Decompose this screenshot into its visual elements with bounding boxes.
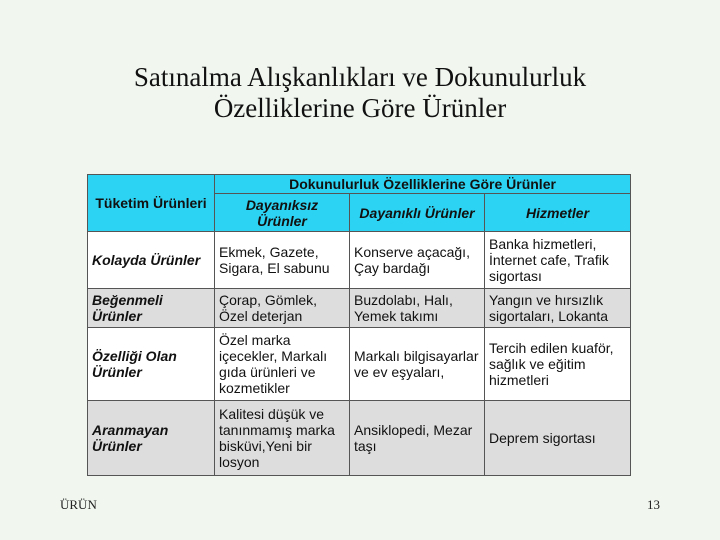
table-cell: Deprem sigortası bbox=[485, 400, 631, 475]
page-number: 13 bbox=[647, 497, 660, 512]
column-header: Dayanıklı Ürünler bbox=[350, 194, 485, 232]
table-cell: Ekmek, Gazete, Sigara, El sabunu bbox=[215, 231, 350, 288]
row-header: Aranmayan Ürünler bbox=[88, 400, 215, 475]
table-row bbox=[88, 288, 631, 327]
table-group-header: Dokunulurluk Özelliklerine Göre Ürünler bbox=[215, 175, 631, 194]
column-header: Dayanıksız Ürünler bbox=[215, 194, 350, 232]
table-row bbox=[88, 400, 631, 475]
slide-title-line-2: Özelliklerine Göre Ürünler bbox=[213, 93, 507, 123]
footer-label: ÜRÜN bbox=[60, 497, 97, 512]
table-cell: Yangın ve hırsızlık sigortaları, Lokanta bbox=[485, 288, 631, 327]
slide-title bbox=[0, 62, 720, 124]
table-cell: Özel marka içecekler, Markalı gıda ürünleri ve kozmetikler bbox=[215, 327, 350, 400]
table-cell: Markalı bilgisayarlar ve ev eşyaları, bbox=[350, 327, 485, 400]
table-cell: Buzdolabı, Halı, Yemek takımı bbox=[350, 288, 485, 327]
table-cell: Ansiklopedi, Mezar taşı bbox=[350, 400, 485, 475]
table-cell: Tercih edilen kuaför, sağlık ve eğitim hizmetleri bbox=[485, 327, 631, 400]
table-corner-header: Tüketim Ürünleri bbox=[88, 175, 215, 232]
row-header: Özelliği Olan Ürünler bbox=[88, 327, 215, 400]
table-cell: Çorap, Gömlek, Özel deterjan bbox=[215, 288, 350, 327]
column-header: Hizmetler bbox=[485, 194, 631, 232]
product-classification-table bbox=[87, 174, 631, 476]
table-row bbox=[88, 327, 631, 400]
table-row bbox=[88, 231, 631, 288]
slide-title-line-1: Satınalma Alışkanlıkları ve Dokunulurluk bbox=[133, 62, 587, 92]
table-cell: Banka hizmetleri, İnternet cafe, Trafik sigortası bbox=[485, 231, 631, 288]
table-cell: Konserve açacağı, Çay bardağı bbox=[350, 231, 485, 288]
row-header: Beğenmeli Ürünler bbox=[88, 288, 215, 327]
row-header: Kolayda Ürünler bbox=[88, 231, 215, 288]
table-cell: Kalitesi düşük ve tanınmamış marka bisküvi,Yeni bir losyon bbox=[215, 400, 350, 475]
